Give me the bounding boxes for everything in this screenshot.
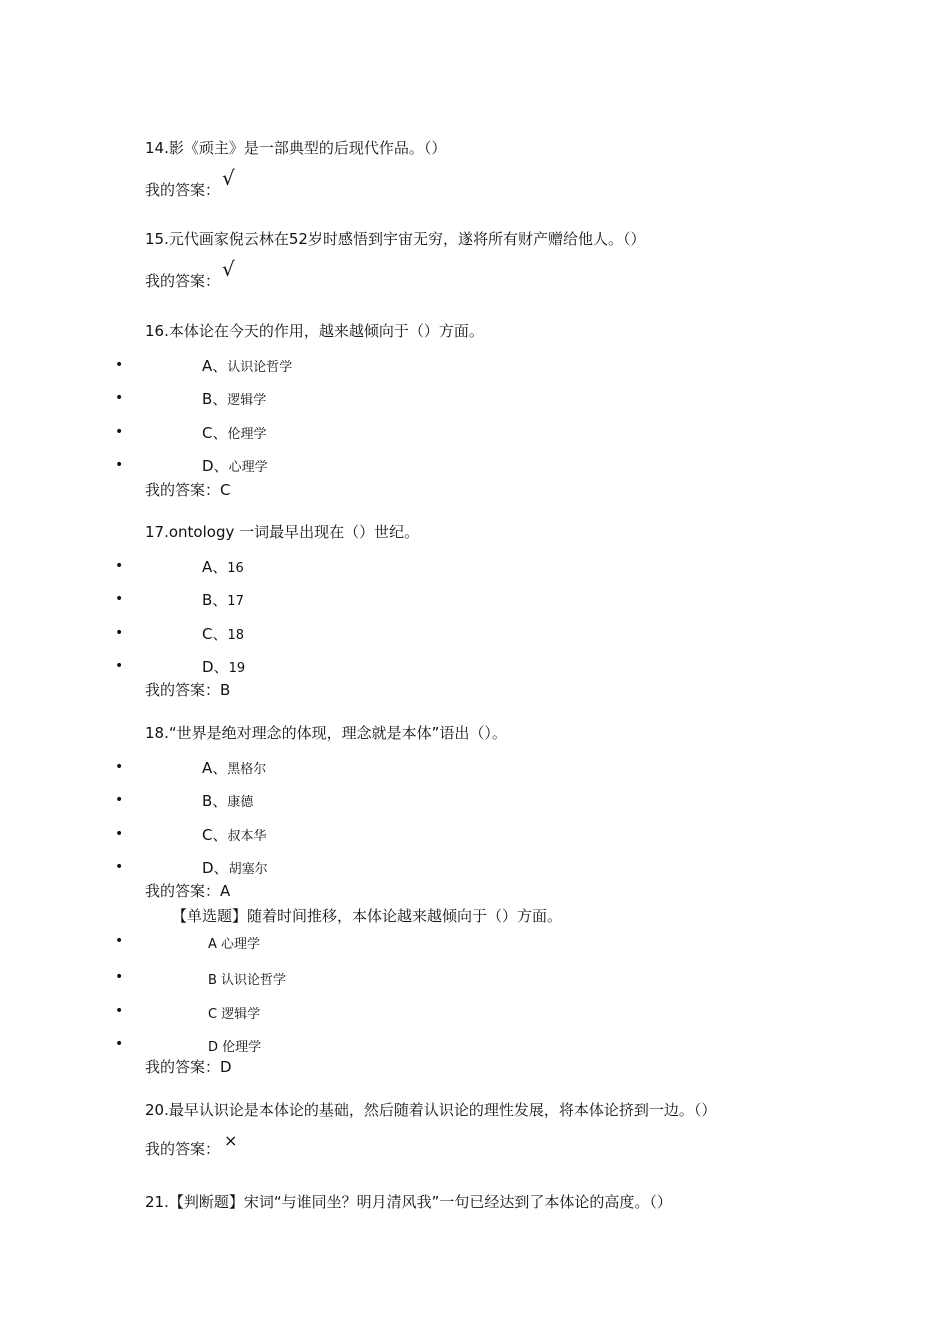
- option-text: 心理学: [228, 460, 268, 475]
- option-16-d: [202, 455, 268, 476]
- option-letter: B、: [202, 591, 228, 609]
- answer-18: 我的答案：A: [145, 882, 231, 900]
- bullet-icon: •: [115, 658, 124, 674]
- bullet-icon: •: [115, 558, 124, 574]
- bullet-icon: •: [115, 390, 124, 406]
- option-17-a: [202, 556, 244, 577]
- option-18-a: [202, 757, 266, 778]
- question-21: 21.【判断题】宋词“与谁同坐？明月清风我”一句已经达到了本体论的高度。（）: [145, 1193, 672, 1211]
- bullet-icon: •: [115, 625, 124, 641]
- answer-15: [145, 257, 235, 291]
- bullet-icon: •: [115, 457, 124, 473]
- question-18: 18.“世界是绝对理念的体现，理念就是本体”语出（）。: [145, 724, 507, 742]
- option-letter: C、: [202, 625, 228, 643]
- option-letter: A、: [202, 558, 228, 576]
- answer-label: 我的答案：: [145, 181, 221, 199]
- bullet-icon: •: [115, 759, 124, 775]
- bullet-icon: •: [115, 826, 124, 842]
- option-17-d: [202, 656, 245, 677]
- question-17: 17.ontology 一词最早出现在（）世纪。: [145, 523, 420, 541]
- answer-label: 我的答案：: [145, 1140, 221, 1158]
- option-letter: A、: [202, 759, 228, 777]
- option-text: 叔本华: [227, 829, 267, 844]
- option-sc-a: A 心理学: [208, 937, 261, 952]
- option-text: 认识论哲学: [227, 360, 293, 375]
- option-sc-d: D 伦理学: [208, 1040, 262, 1055]
- bullet-icon: •: [115, 969, 124, 985]
- answer-label: 我的答案：: [145, 272, 221, 290]
- option-text: 19: [228, 661, 246, 676]
- bullet-icon: •: [115, 1036, 124, 1052]
- option-16-b: [202, 388, 266, 409]
- question-16: 16.本体论在今天的作用，越来越倾向于（）方面。: [145, 322, 484, 340]
- option-text: 胡塞尔: [228, 862, 268, 877]
- option-text: 16: [227, 561, 244, 576]
- check-mark-icon: √: [222, 257, 235, 281]
- option-text: 17: [227, 594, 244, 609]
- option-letter: C、: [202, 826, 228, 844]
- option-letter: D、: [202, 457, 229, 475]
- option-letter: B、: [202, 792, 228, 810]
- answer-16: 我的答案：C: [145, 481, 231, 499]
- option-text: 伦理学: [227, 427, 267, 442]
- answer-17: 我的答案：B: [145, 681, 231, 699]
- option-letter: D、: [202, 658, 229, 676]
- option-17-c: [202, 623, 244, 644]
- option-sc-c: C 逻辑学: [208, 1007, 261, 1022]
- question-15: 15.元代画家倪云林在52岁时感悟到宇宙无穷，遂将所有财产赠给他人。（）: [145, 230, 646, 248]
- option-letter: A、: [202, 357, 228, 375]
- question-14: 14.影《顽主》是一部典型的后现代作品。（）: [145, 139, 447, 157]
- option-17-b: [202, 589, 244, 610]
- answer-20: [145, 1131, 238, 1159]
- option-16-c: [202, 422, 267, 443]
- question-20: 20.最早认识论是本体论的基础，然后随着认识论的理性发展，将本体论挤到一边。（）: [145, 1101, 717, 1119]
- option-18-c: [202, 824, 267, 845]
- option-text: 黑格尔: [227, 762, 267, 777]
- cross-mark-icon: ×: [224, 1131, 238, 1150]
- option-18-d: [202, 857, 268, 878]
- bullet-icon: •: [115, 591, 124, 607]
- option-18-b: [202, 790, 253, 811]
- check-mark-icon: √: [222, 166, 235, 190]
- answer-single-choice: 我的答案：D: [145, 1058, 232, 1076]
- option-text: 康德: [227, 795, 254, 810]
- bullet-icon: •: [115, 933, 124, 949]
- option-text: 逻辑学: [227, 393, 267, 408]
- option-sc-b: B 认识论哲学: [208, 973, 287, 988]
- option-letter: B、: [202, 390, 228, 408]
- option-16-a: [202, 355, 292, 376]
- bullet-icon: •: [115, 859, 124, 875]
- option-text: 18: [227, 628, 245, 643]
- bullet-icon: •: [115, 357, 124, 373]
- bullet-icon: •: [115, 792, 124, 808]
- option-letter: D、: [202, 859, 229, 877]
- question-single-choice: 【单选题】随着时间推移，本体论越来越倾向于（）方面。: [172, 907, 563, 925]
- answer-14: [145, 166, 235, 200]
- bullet-icon: •: [115, 1003, 124, 1019]
- option-letter: C、: [202, 424, 228, 442]
- bullet-icon: •: [115, 424, 124, 440]
